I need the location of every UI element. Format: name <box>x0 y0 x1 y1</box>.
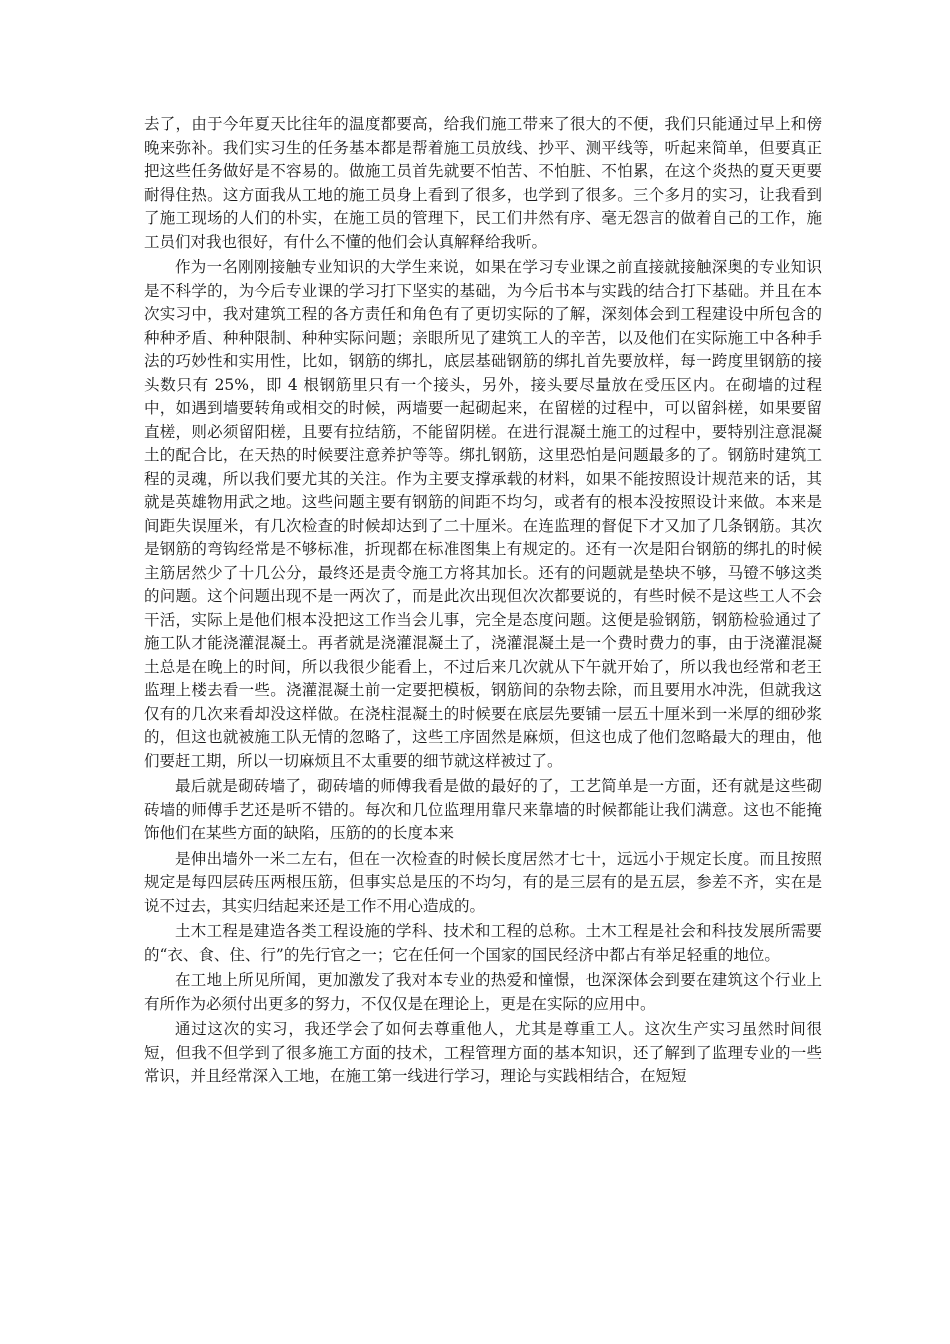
paragraph-5: 土木工程是建造各类工程设施的学科、技术和工程的总称。土木工程是社会和科技发展所需要的“衣、食、住、行”的先行官之一；它在任何一个国家的国民经济中都占有举足轻重的地位。 <box>144 922 822 964</box>
paragraph-6: 在工地上所见所闻，更加激发了我对本专业的热爱和憧憬，也深深体会到要在建筑这个行业上有所作为必须付出更多的努力，不仅仅是在理论上，更是在实际的应用中。 <box>144 971 822 1013</box>
paragraph-1: 去了，由于今年夏天比往年的温度都要高，给我们施工带来了很大的不便，我们只能通过早上和傍晚来弥补。我们实习生的任务基本都是帮着施工员放线、抄平、测平线等，听起来简单，但要真正把这些任务做好是不容易的。做施工员首先就要不怕苦、不怕脏、不怕累，在这个炎热的夏天更要耐得住热。这方面我从工地的施工员身上看到了很多，也学到了很多。三个多月的实习，让我看到了施工现场的人们的朴实，在施工员的管理下，民工们井然有序、毫无怨言的做着自己的工作，施工员们对我也很好，有什么不懂的他们会认真解释给我听。 <box>144 115 822 251</box>
paragraph-2: 作为一名刚刚接触专业知识的大学生来说，如果在学习专业课之前直接就接触深奥的专业知识是不科学的，为今后专业课的学习打下坚实的基础，为今后书本与实践的结合打下基础。并且在本次实习中，我对建筑工程的各方责任和角色有了更切实际的了解，深刻体会到工程建设中所包含的种种矛盾、种种限制、种种实际问题；亲眼所见了建筑工人的辛苦，以及他们在实际施工中各种手法的巧妙性和实用性，比如，钢筋的绑扎，底层基础钢筋的绑扎首先要放样，每一跨度里钢筋的接头数只有 25%，即 4 根钢筋里只有一个接头，另外，接头要尽量放在受压区内。在砌墙的过程中，如遇到墙要转角或相交的时候，两墙要一起砌起来，在留槎的过程中，可以留斜槎，如果要留直槎，则必须留阳槎，且要有拉结筋，不能留阴槎。在进行混凝土施工的过程中，要特别注意混凝土的配合比，在天热的时候要注意养护等等。绑扎钢筋，这里恐怕是问题最多的了。钢筋时建筑工程的灵魂，所以我们要尤其的关注。作为主要支撑承载的材料，如果不能按照设计规范来的话，其就是英雄物用武之地。这些问题主要有钢筋的间距不均匀，或者有的根本没按照设计来做。本来是间距失误厘米，有几次检查的时候却达到了二十厘米。在连监理的督促下才又加了几条钢筋。其次是钢筋的弯钩经常是不够标准，折现都在标准图集上有规定的。还有一次是阳台钢筋的绑扎的时候主筋居然少了十几公分，最终还是责令施工方将其加长。还有的问题就是垫块不够，马镫不够这类的问题。这个问题出现不是一两次了，而是此次出现但次次都要说的，有些时候不是这些工人不会干活，实际上是他们根本没把这工作当会儿事，完全是态度问题。这便是验钢筋，钢筋检验通过了施工队才能浇灌混凝土。再者就是浇灌混凝土了，浇灌混凝土是一个费时费力的事，由于浇灌混凝土总是在晚上的时间，所以我很少能看上，不过后来几次就从下午就开始了，所以我也经常和老王监理上楼去看一些。浇灌混凝土前一定要把模板，钢筋间的杂物去除，而且要用水冲洗，但就我这仅有的几次来看却没这样做。在浇柱混凝土的时候要在底层先要铺一层五十厘米到一米厚的细砂浆的，但这也就被施工队无情的忽略了，这些工序固然是麻烦，但这也成了他们忽略最大的理由，他们要赶工期，所以一切麻烦且不太重要的细节就这样被过了。 <box>144 258 822 770</box>
paragraph-7: 通过这次的实习，我还学会了如何去尊重他人，尤其是尊重工人。这次生产实习虽然时间很短，但我不但学到了很多施工方面的技术，工程管理方面的基本知识，还了解到了监理专业的一些常识，并且经常深入工地，在施工第一线进行学习，理论与实践相结合，在短短 <box>144 1020 822 1085</box>
paragraph-4: 是伸出墙外一米二左右，但在一次检查的时候长度居然才七十，远远小于规定长度。而且按照规定是每四层砖压两根压筋，但事实总是压的不均匀，有的是三层有的是五层，参差不齐，实在是说不过去，其实归结起来还是工作不用心造成的。 <box>144 849 822 915</box>
document-body <box>144 113 822 1091</box>
paragraph-3: 最后就是砌砖墙了，砌砖墙的师傅我看是做的最好的了，工艺简单是一方面，还有就是这些砌砖墙的师傅手艺还是听不错的。每次和几位监理用靠尺来靠墙的时候都能让我们满意。这也不能掩饰他们在某些方面的缺陷，压筋的的长度本来 <box>144 777 822 842</box>
